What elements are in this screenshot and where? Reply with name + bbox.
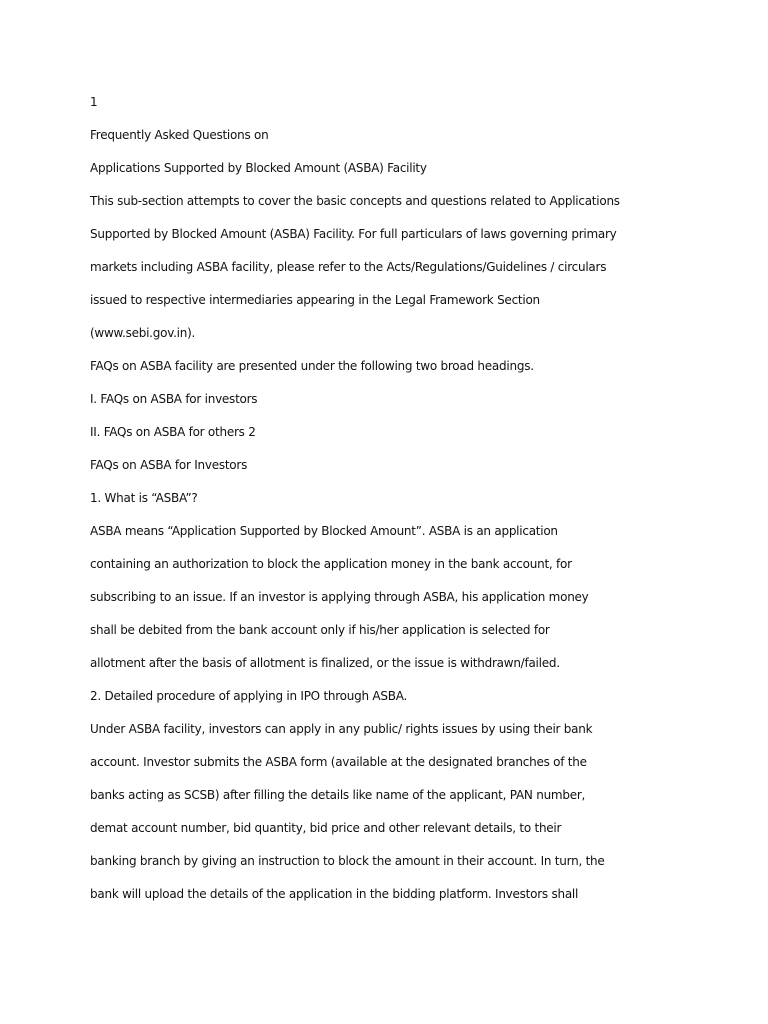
answer-2-line: demat account number, bid quantity, bid price and other relevant details, to their <box>90 821 562 835</box>
answer-2-line: banking branch by giving an instruction to block the amount in their account. In turn, the <box>90 854 605 868</box>
heading-others: II. FAQs on ASBA for others 2 <box>90 425 256 439</box>
headings-intro: FAQs on ASBA facility are presented under the following two broad headings. <box>90 359 534 373</box>
heading-investors: I. FAQs on ASBA for investors <box>90 392 258 406</box>
answer-2-line: Under ASBA facility, investors can apply in any public/ rights issues by using their bank <box>90 722 593 736</box>
answer-2-line: account. Investor submits the ASBA form (available at the designated branches of the <box>90 755 587 769</box>
intro-line: markets including ASBA facility, please refer to the Acts/Regulations/Guidelines / circulars <box>90 260 607 274</box>
intro-line: (www.sebi.gov.in). <box>90 326 196 340</box>
answer-1-line: subscribing to an issue. If an investor is applying through ASBA, his application money <box>90 590 589 604</box>
intro-line: issued to respective intermediaries appearing in the Legal Framework Section <box>90 293 540 307</box>
answer-2-line: banks acting as SCSB) after filling the details like name of the applicant, PAN number, <box>90 788 586 802</box>
question-2: 2. Detailed procedure of applying in IPO through ASBA. <box>90 689 408 703</box>
answer-1-line: containing an authorization to block the application money in the bank account, for <box>90 557 572 571</box>
title-line-2: Applications Supported by Blocked Amount (ASBA) Facility <box>90 161 427 175</box>
page-number: 1 <box>90 95 98 109</box>
section-title: FAQs on ASBA for Investors <box>90 458 248 472</box>
intro-line: Supported by Blocked Amount (ASBA) Facility. For full particulars of laws governing primary <box>90 227 617 241</box>
answer-2-line: bank will upload the details of the application in the bidding platform. Investors shall <box>90 887 579 901</box>
answer-1-line: ASBA means “Application Supported by Blocked Amount”. ASBA is an application <box>90 524 558 538</box>
answer-1-line: allotment after the basis of allotment is finalized, or the issue is withdrawn/failed. <box>90 656 560 670</box>
answer-1-line: shall be debited from the bank account only if his/her application is selected for <box>90 623 550 637</box>
intro-line: This sub-section attempts to cover the basic concepts and questions related to Applications <box>90 194 620 208</box>
question-1: 1. What is “ASBA”? <box>90 491 198 505</box>
title-line-1: Frequently Asked Questions on <box>90 128 269 142</box>
